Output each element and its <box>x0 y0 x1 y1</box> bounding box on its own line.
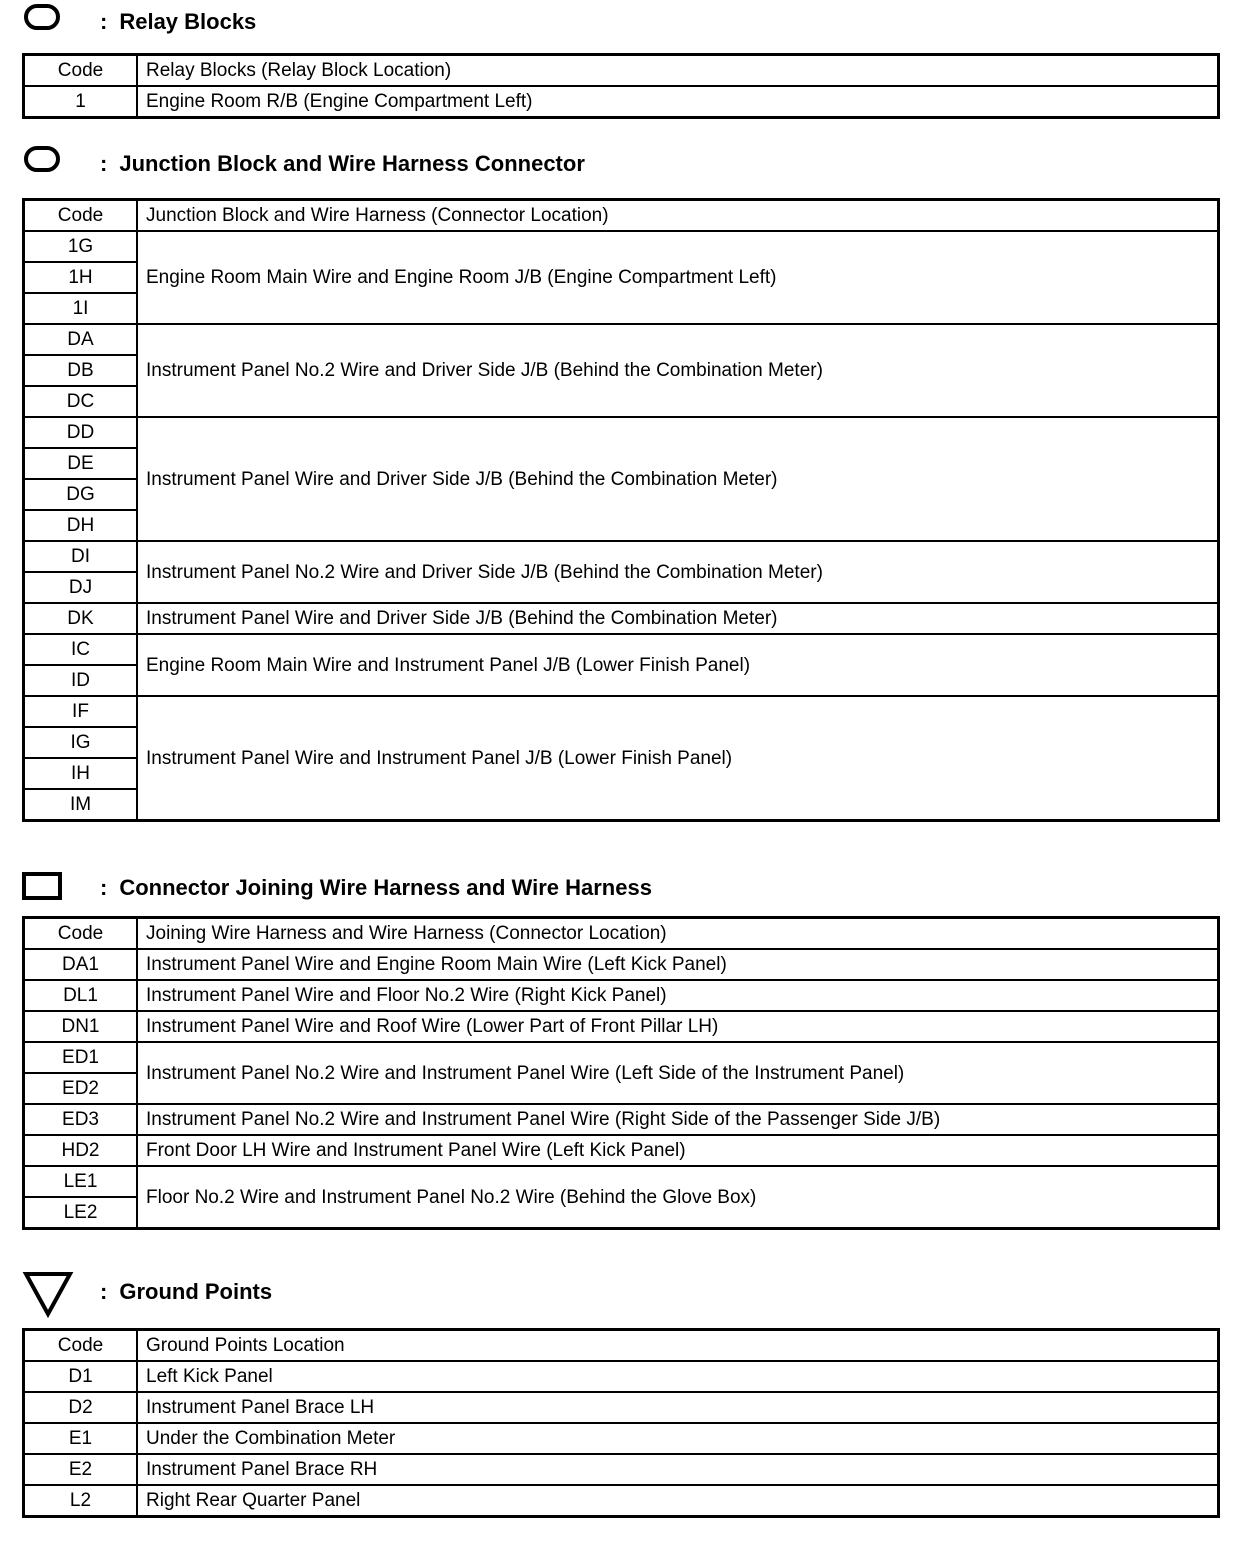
description-cell: Front Door LH Wire and Instrument Panel Wire (Left Kick Panel) <box>137 1135 1219 1166</box>
table-row <box>24 1166 1219 1197</box>
code-cell: IG <box>24 727 138 758</box>
code-cell: DE <box>24 448 138 479</box>
table-row <box>24 696 1219 727</box>
description-cell: Instrument Panel Wire and Driver Side J/B (Behind the Combination Meter) <box>137 603 1219 634</box>
table-row <box>24 634 1219 665</box>
header-code-cell: Code <box>24 1330 138 1362</box>
table-row <box>24 417 1219 448</box>
code-cell: IC <box>24 634 138 665</box>
table-header-row <box>24 1330 1219 1362</box>
heading-colon: : <box>100 9 108 34</box>
code-cell: 1G <box>24 231 138 262</box>
code-cell: DL1 <box>24 980 138 1011</box>
header-description-cell: Junction Block and Wire Harness (Connector Location) <box>137 200 1219 232</box>
rounded-rect-icon <box>20 142 100 186</box>
code-cell: E1 <box>24 1423 138 1454</box>
table-row <box>24 86 1219 118</box>
section-title: Relay Blocks <box>119 9 257 34</box>
section-title: Junction Block and Wire Harness Connector <box>119 151 585 176</box>
connector-joining-table <box>22 916 1220 1230</box>
table-header-row <box>24 55 1219 87</box>
rounded-rect-icon <box>20 0 100 44</box>
table-row <box>24 231 1219 262</box>
code-cell: IM <box>24 789 138 821</box>
code-cell: 1H <box>24 262 138 293</box>
code-cell: D1 <box>24 1361 138 1392</box>
code-cell: LE2 <box>24 1197 138 1229</box>
section-heading-ground-points <box>20 1270 272 1314</box>
header-code-cell: Code <box>24 918 138 950</box>
heading-colon: : <box>100 1279 108 1304</box>
code-cell: IF <box>24 696 138 727</box>
description-cell: Instrument Panel No.2 Wire and Driver Side J/B (Behind the Combination Meter) <box>137 541 1219 603</box>
square-icon <box>20 866 100 910</box>
ground-points-table <box>22 1328 1220 1518</box>
description-cell: Instrument Panel No.2 Wire and Instrument Panel Wire (Right Side of the Passenger Side J/B) <box>137 1104 1219 1135</box>
section-title: Connector Joining Wire Harness and Wire Harness <box>119 875 652 900</box>
section-heading-relay-blocks <box>20 0 256 44</box>
description-cell: Instrument Panel Brace RH <box>137 1454 1219 1485</box>
description-cell: Engine Room Main Wire and Engine Room J/B (Engine Compartment Left) <box>137 231 1219 324</box>
section-title: Ground Points <box>119 1279 273 1304</box>
header-description-cell: Joining Wire Harness and Wire Harness (Connector Location) <box>137 918 1219 950</box>
code-cell: D2 <box>24 1392 138 1423</box>
code-cell: DD <box>24 417 138 448</box>
heading-colon: : <box>100 151 108 176</box>
table-row <box>24 949 1219 980</box>
code-cell: 1 <box>24 86 138 118</box>
table-row <box>24 1485 1219 1517</box>
table-row <box>24 1392 1219 1423</box>
description-cell: Right Rear Quarter Panel <box>137 1485 1219 1517</box>
description-cell: Under the Combination Meter <box>137 1423 1219 1454</box>
description-cell: Instrument Panel No.2 Wire and Driver Side J/B (Behind the Combination Meter) <box>137 324 1219 417</box>
code-cell: DG <box>24 479 138 510</box>
description-cell: Instrument Panel Wire and Instrument Panel J/B (Lower Finish Panel) <box>137 696 1219 821</box>
code-cell: DK <box>24 603 138 634</box>
code-cell: DJ <box>24 572 138 603</box>
code-cell: DA <box>24 324 138 355</box>
code-cell: E2 <box>24 1454 138 1485</box>
table-header-row <box>24 918 1219 950</box>
code-cell: DB <box>24 355 138 386</box>
table-row <box>24 324 1219 355</box>
table-row <box>24 603 1219 634</box>
description-cell: Instrument Panel Wire and Roof Wire (Lower Part of Front Pillar LH) <box>137 1011 1219 1042</box>
code-cell: DC <box>24 386 138 417</box>
table-row <box>24 1042 1219 1073</box>
header-description-cell: Relay Blocks (Relay Block Location) <box>137 55 1219 87</box>
code-cell: ID <box>24 665 138 696</box>
table-body <box>24 200 1219 821</box>
code-cell: LE1 <box>24 1166 138 1197</box>
table-row <box>24 1104 1219 1135</box>
relay-blocks-table <box>22 53 1220 119</box>
code-cell: DA1 <box>24 949 138 980</box>
description-cell: Instrument Panel Wire and Floor No.2 Wire (Right Kick Panel) <box>137 980 1219 1011</box>
table-body <box>24 1330 1219 1517</box>
description-cell: Instrument Panel No.2 Wire and Instrument Panel Wire (Left Side of the Instrument Panel) <box>137 1042 1219 1104</box>
code-cell: 1I <box>24 293 138 324</box>
header-code-cell: Code <box>24 55 138 87</box>
table-body <box>24 55 1219 118</box>
table-row <box>24 980 1219 1011</box>
table-row <box>24 1011 1219 1042</box>
description-cell: Floor No.2 Wire and Instrument Panel No.2 Wire (Behind the Glove Box) <box>137 1166 1219 1229</box>
code-cell: ED3 <box>24 1104 138 1135</box>
section-heading-junction-block <box>20 142 585 186</box>
junction-block-table <box>22 198 1220 822</box>
triangle-down-icon <box>20 1270 100 1314</box>
code-cell: DN1 <box>24 1011 138 1042</box>
header-code-cell: Code <box>24 200 138 232</box>
table-row <box>24 1361 1219 1392</box>
description-cell: Instrument Panel Wire and Driver Side J/B (Behind the Combination Meter) <box>137 417 1219 541</box>
table-body <box>24 918 1219 1229</box>
code-cell: ED2 <box>24 1073 138 1104</box>
description-cell: Engine Room Main Wire and Instrument Panel J/B (Lower Finish Panel) <box>137 634 1219 696</box>
table-row <box>24 1423 1219 1454</box>
table-row <box>24 1135 1219 1166</box>
code-cell: ED1 <box>24 1042 138 1073</box>
table-header-row <box>24 200 1219 232</box>
code-cell: IH <box>24 758 138 789</box>
description-cell: Instrument Panel Brace LH <box>137 1392 1219 1423</box>
table-row <box>24 1454 1219 1485</box>
description-cell: Left Kick Panel <box>137 1361 1219 1392</box>
code-cell: DI <box>24 541 138 572</box>
header-description-cell: Ground Points Location <box>137 1330 1219 1362</box>
code-cell: DH <box>24 510 138 541</box>
heading-colon: : <box>100 875 108 900</box>
code-cell: HD2 <box>24 1135 138 1166</box>
code-cell: L2 <box>24 1485 138 1517</box>
section-heading-connector-joining <box>20 866 652 910</box>
table-row <box>24 541 1219 572</box>
description-cell: Instrument Panel Wire and Engine Room Main Wire (Left Kick Panel) <box>137 949 1219 980</box>
description-cell: Engine Room R/B (Engine Compartment Left) <box>137 86 1219 118</box>
